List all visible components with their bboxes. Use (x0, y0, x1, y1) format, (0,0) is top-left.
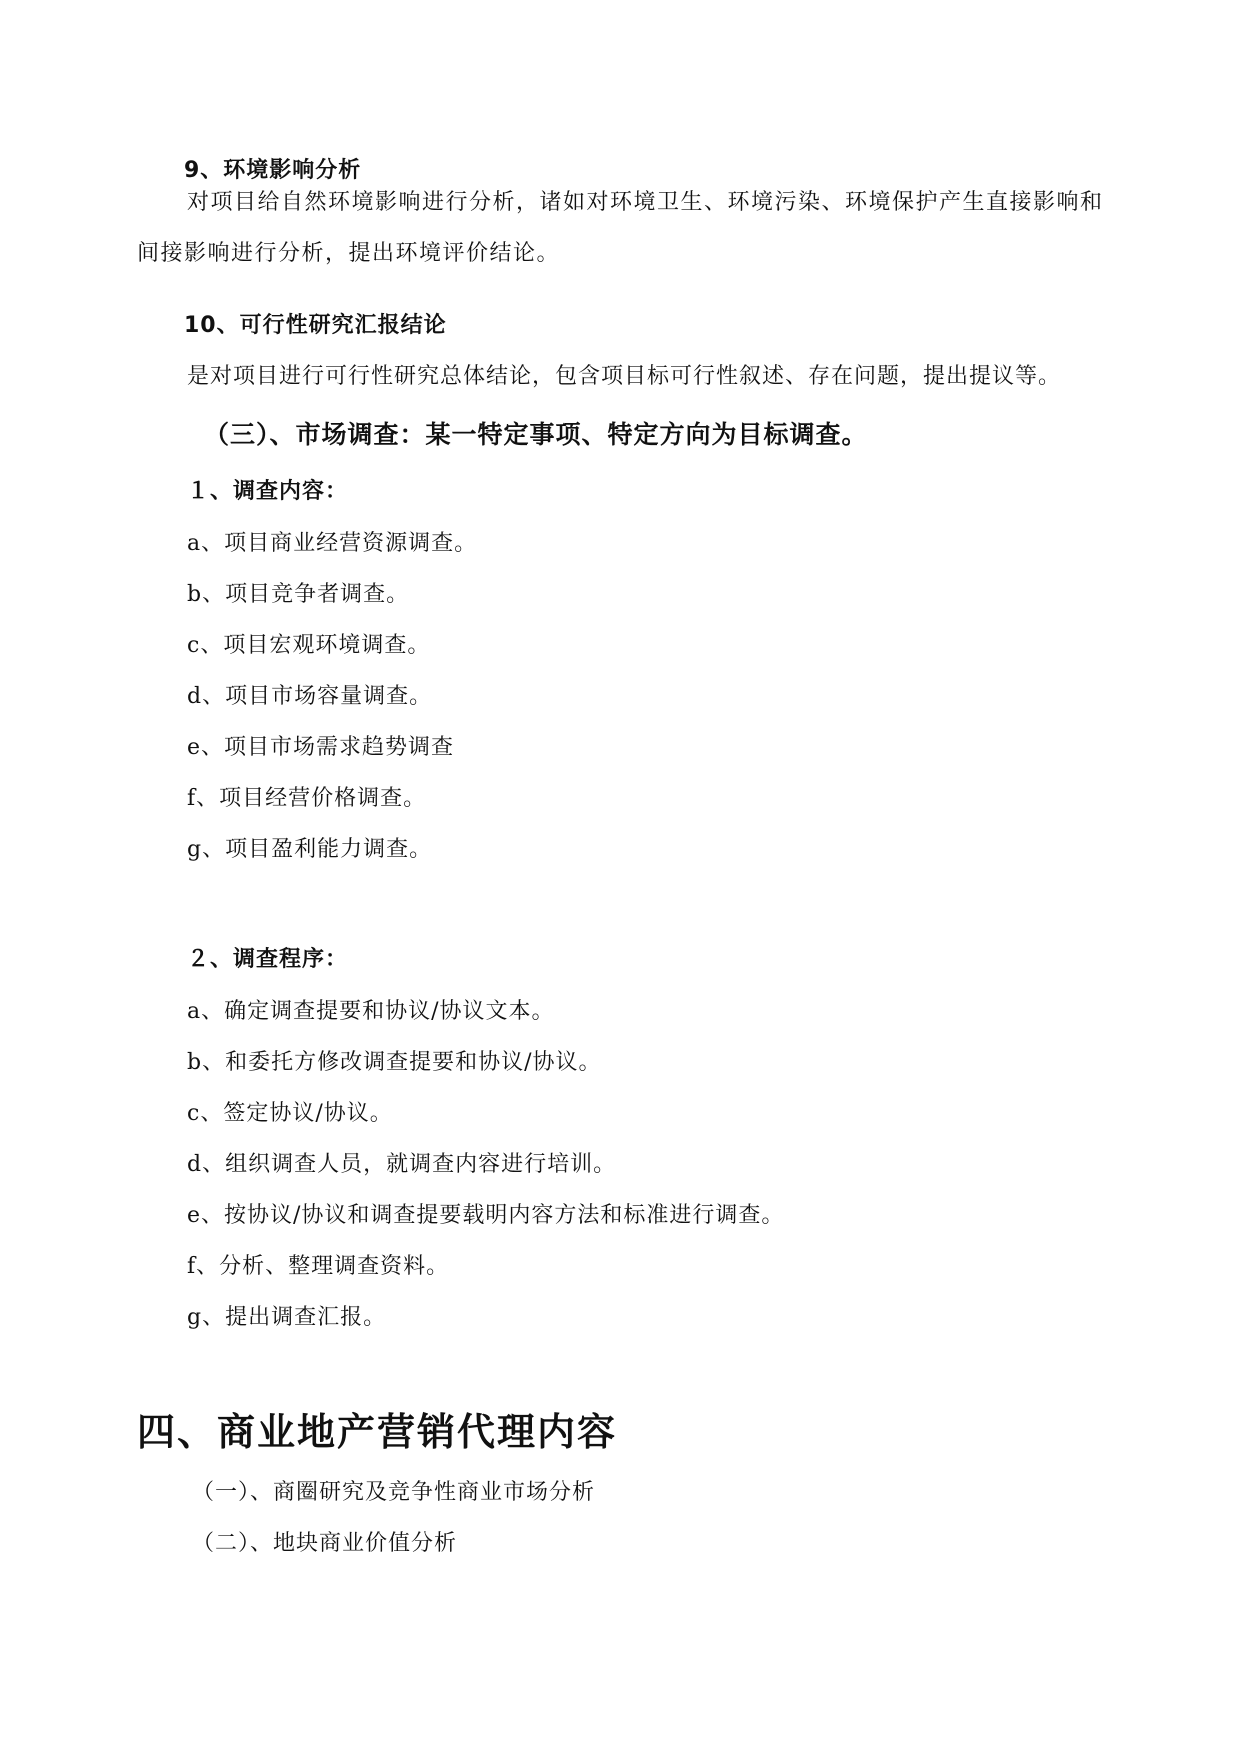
list-item: （二）、地块商业价值分析 (192, 1531, 458, 1556)
list-item: c、签定协议/协议。 (187, 1101, 393, 1126)
list-item: e、项目市场需求趋势调查 (187, 735, 455, 760)
list-item: g、项目盈利能力调查。 (187, 837, 433, 862)
section-10-body: 是对项目进行可行性研究总体结论，包含项目标可行性叙述、存在问题，提出提议等。 (187, 364, 1062, 389)
survey-content-heading: １、调查内容： (187, 479, 349, 504)
list-item: f、分析、整理调查资料。 (187, 1254, 450, 1279)
section-9-heading: 9、环境影响分析 (184, 158, 362, 183)
section-10-heading: 10、可行性研究汇报结论 (184, 313, 447, 338)
list-item: c、项目宏观环境调查。 (187, 633, 431, 658)
survey-procedure-heading: ２、调查程序： (187, 947, 349, 972)
list-item: b、项目竞争者调查。 (187, 582, 410, 607)
list-item: b、和委托方修改调查提要和协议/协议。 (187, 1050, 602, 1075)
chapter-4-heading: 四、商业地产营销代理内容 (137, 1410, 618, 1454)
list-item: d、组织调查人员，就调查内容进行培训。 (187, 1152, 617, 1177)
list-item: f、项目经营价格调查。 (187, 786, 427, 811)
list-item: a、项目商业经营资源调查。 (187, 531, 478, 556)
list-item: d、项目市场容量调查。 (187, 684, 433, 709)
list-item: g、提出调查汇报。 (187, 1305, 387, 1330)
list-item: e、按协议/协议和调查提要载明内容方法和标准进行调查。 (187, 1203, 785, 1228)
list-item: a、确定调查提要和协议/协议文本。 (187, 999, 555, 1024)
section-9-body: 对项目给自然环境影响进行分析，诸如对环境卫生、环境污染、环境保护产生直接影响和间接影响进行分析，提出环境评价结论。 (137, 190, 1104, 266)
part-3-heading: （三）、市场调查：某一特定事项、特定方向为目标调查。 (204, 420, 868, 449)
list-item: （一）、商圈研究及竞争性商业市场分析 (192, 1480, 596, 1505)
